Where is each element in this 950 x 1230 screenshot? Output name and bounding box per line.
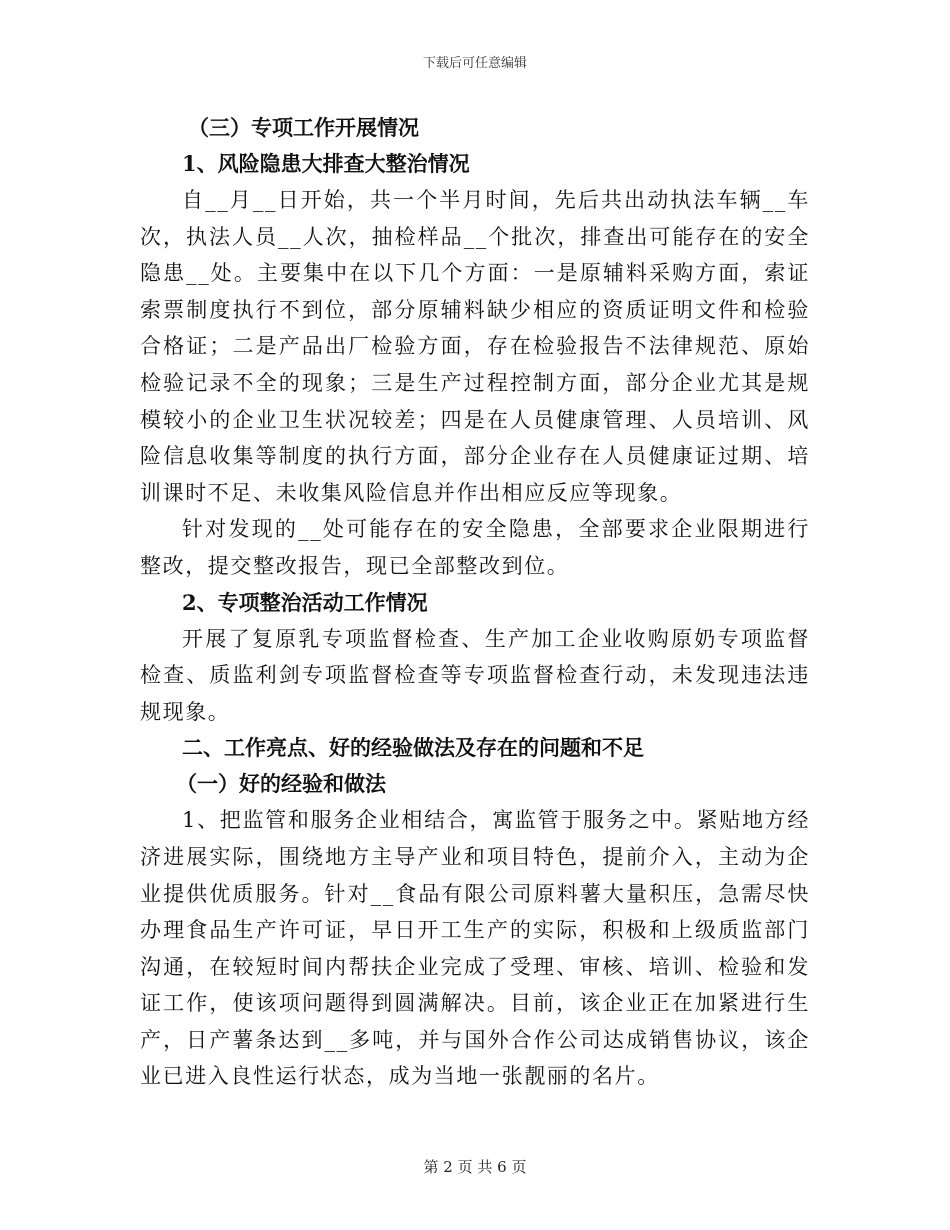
- paragraph-good-practice-1: 1、把监管和服务企业相结合，寓监管于服务之中。紧贴地方经济进展实际，围绕地方主导产业和项目特色，提前介入，主动为企业提供优质服务。针对__食品有限公司原料薯大量积压，急需尽快办理食品生产许可证，早日开工生产的实际，积极和上级质监部门沟通，在较短时间内帮扶企业完成了受理、审核、培训、检验和发证工作，使该项问题得到圆满解决。目前，该企业正在加紧进行生产，日产薯条达到__多吨，并与国外合作公司达成销售协议，该企业已进入良性运行状态，成为当地一张靓丽的名片。: [140, 808, 810, 1089]
- subheading-special-campaign: 2、专项整治活动工作情况: [182, 589, 428, 615]
- section-heading-highlights: 二、工作亮点、好的经验做法及存在的问题和不足: [182, 735, 644, 761]
- paragraph-risk-findings: 自__月__日开始，共一个半月时间，先后共出动执法车辆__车次，执法人员__人次，抽检样品__个批次，排查出可能存在的安全隐患__处。主要集中在以下几个方面：一是原辅料采购方面，索证索票制度执行不到位，部分原辅料缺少相应的资质证明文件和检验合格证；二是产品出厂检验方面，存在检验报告不法律规范、原始检验记录不全的现象；三是生产过程控制方面，部分企业尤其是规模较小的企业卫生状况较差；四是在人员健康管理、人员培训、风险信息收集等制度的执行方面，部分企业存在人员健康证过期、培训课时不足、未收集风险信息并作出相应反应等现象。: [140, 188, 810, 505]
- paragraph-risk-rectification: 针对发现的__处可能存在的安全隐患，全部要求企业限期进行整改，提交整改报告，现已全部整改到位。: [140, 517, 810, 578]
- paragraph-special-campaign: 开展了复原乳专项监督检查、生产加工企业收购原奶专项监督检查、质监利剑专项监督检查等专项监督检查行动，未发现违法违规现象。: [140, 626, 810, 724]
- subheading-good-practices: （一）好的经验和做法: [176, 771, 386, 797]
- page-header: 下载后可任意编辑: [422, 56, 527, 71]
- subheading-risk-check: 1、风险隐患大排查大整治情况: [182, 151, 470, 176]
- section-heading-special-work: （三）专项工作开展情况: [188, 115, 419, 140]
- page-footer: 第 2 页 共 6 页: [423, 1158, 527, 1176]
- document-body: [140, 110, 810, 1095]
